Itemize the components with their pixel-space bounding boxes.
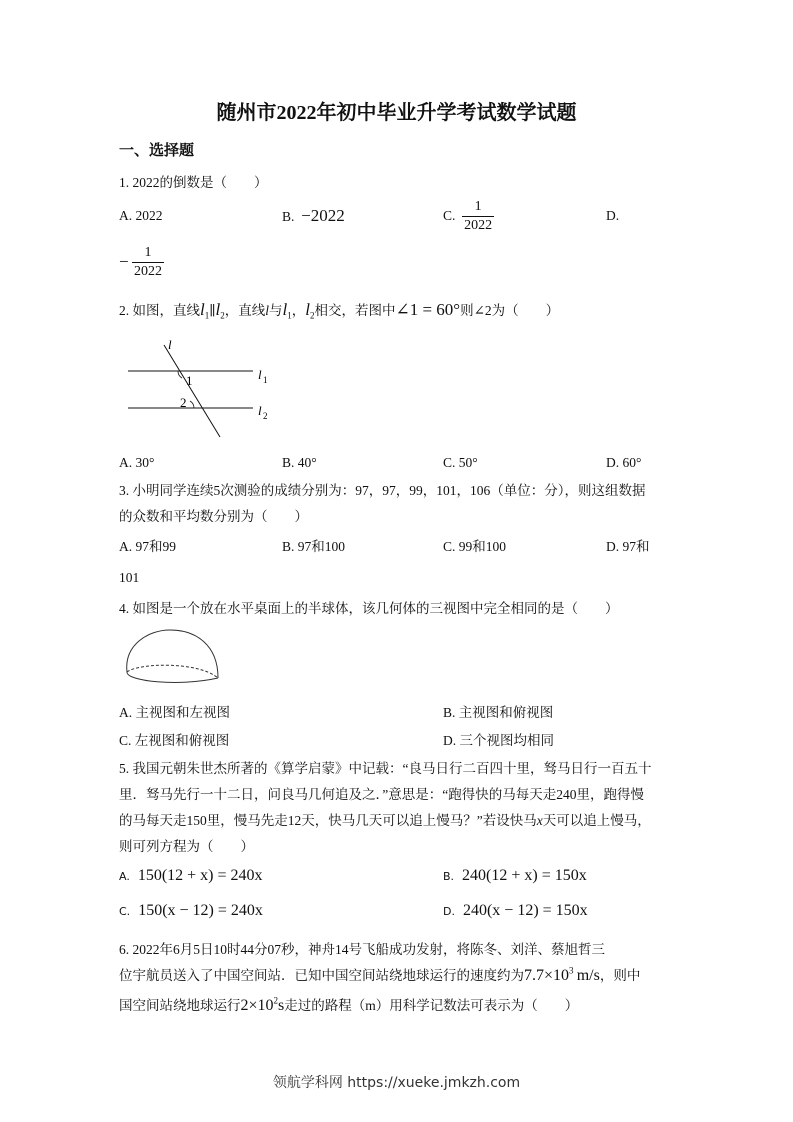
q1-option-d-fraction: $\frac{1}{2022}$ (133, 245, 162, 279)
q2-stem: 2. 如图，直线$l_1\parallel l_2$，直线l与$l_1$，$l_2$相交，若图中∠1 = 60°则∠2为（ ） (119, 300, 560, 321)
page-title: 随州市2022年初中毕业升学考试数学试题 (216, 102, 577, 124)
q4-option-b: B. 主视图和俯视图 (443, 705, 554, 720)
q6-stem-line1: 6. 2022年6月5日10时44分07秒，神舟14号飞船成功发射，将陈冬、刘洋、蔡旭哲三 (119, 942, 605, 957)
q3-option-b: B. 97和100 (282, 539, 346, 554)
q2-option-a: A. 30° (119, 455, 155, 470)
q6-stem-line3: 国空间站绕地球运行$2\times 10^2s$走过的路程（m）用科学记数法可表示为（ ） (119, 995, 579, 1014)
fig-label-l2-sub: 2 (263, 411, 268, 421)
q6-speed: $7.7\times 10^3$ m/s (524, 965, 600, 984)
q4-option-c: C. 左视图和俯视图 (119, 733, 230, 748)
q1-option-a: A. 2022 (119, 208, 163, 223)
q6-time: $2\times 10^2s$ (240, 995, 285, 1014)
q5-stem-line1: 5. 我国元朝朱世杰所著的《算学启蒙》中记载：“良马日行二百四十里，驽马日行一百五十 (119, 761, 652, 776)
q5-option-c: C. 150(x − 12) = 240x (119, 902, 263, 919)
q1-option-c-fraction: $\frac{1}{2022}$ (464, 199, 493, 233)
q1-option-d: − $\frac{1}{2022}$ (119, 245, 162, 279)
q4-hemisphere-figure (118, 625, 228, 690)
q1-option-c: C. $\frac{1}{2022}$ (443, 199, 493, 233)
fig-label-l2: l (258, 403, 262, 418)
q4-option-d: D. 三个视图均相同 (443, 733, 554, 748)
q3-option-d-continued: 101 (119, 570, 140, 585)
q6-stem-line2: 位宇航员送入了中国空间站．已知中国空间站绕地球运行的速度约为$7.7\times 10^3$ m/s，则中 (119, 965, 641, 984)
q5-stem-line2: 里．驽马先行一十二日，问良马几何追及之．”意思是：“跑得快的马每天走240里，跑得慢 (119, 787, 644, 802)
q1-stem: 1. 2022的倒数是（ ） (119, 175, 268, 190)
q4-stem: 4. 如图是一个放在水平桌面上的半球体，该几何体的三视图中完全相同的是（ ） (119, 601, 619, 616)
q3-stem-line2: 的众数和平均数分别为（ ） (119, 509, 308, 524)
q2-option-d: D. 60° (606, 455, 642, 470)
q5-stem-line4: 则可列方程为（ ） (119, 839, 254, 854)
q5-stem-line3: 的马每天走150里，慢马先走12天，快马几天可以追上慢马？”若设快马x天可以追上慢马， (119, 813, 651, 828)
fig-label-l1: l (258, 367, 262, 382)
footer-watermark: 领航学科网 https://xueke.jmkzh.com (272, 1075, 521, 1091)
q5-option-b: B. 240(12 + x) = 150x (443, 867, 587, 884)
line-l (164, 345, 220, 437)
hemisphere-base-front (127, 672, 218, 682)
q5-option-a: A. 150(12 + x) = 240x (119, 867, 263, 884)
q2-option-b: B. 40° (282, 455, 317, 470)
fig-angle-1: 1 (186, 373, 193, 388)
q3-option-d: D. 97和 (606, 539, 650, 554)
q1-option-d-label: D. (606, 208, 620, 223)
fig-label-l: l (168, 337, 172, 352)
q1-option-b-value: −2022 (301, 206, 345, 225)
q2-option-c: C. 50° (443, 455, 478, 470)
q3-stem-line1: 3. 小明同学连续5次测验的成绩分别为：97，97，99，101，106（单位：分），则这组数据 (119, 483, 646, 498)
q3-option-a: A. 97和99 (119, 539, 176, 554)
fig-angle-2: 2 (180, 395, 187, 410)
hemisphere-base-back (127, 665, 218, 678)
fig-label-l1-sub: 1 (263, 375, 268, 385)
q5-option-d: D. 240(x − 12) = 150x (443, 902, 588, 919)
fig-angle-arc-2 (190, 401, 194, 408)
hemisphere-dome (127, 630, 218, 678)
section-heading: 一、选择题 (119, 143, 195, 159)
q3-option-c: C. 99和100 (443, 539, 507, 554)
q1-option-b: B. −2022 (282, 206, 345, 225)
q4-option-a: A. 主视图和左视图 (119, 705, 230, 720)
q2-figure (118, 335, 288, 445)
